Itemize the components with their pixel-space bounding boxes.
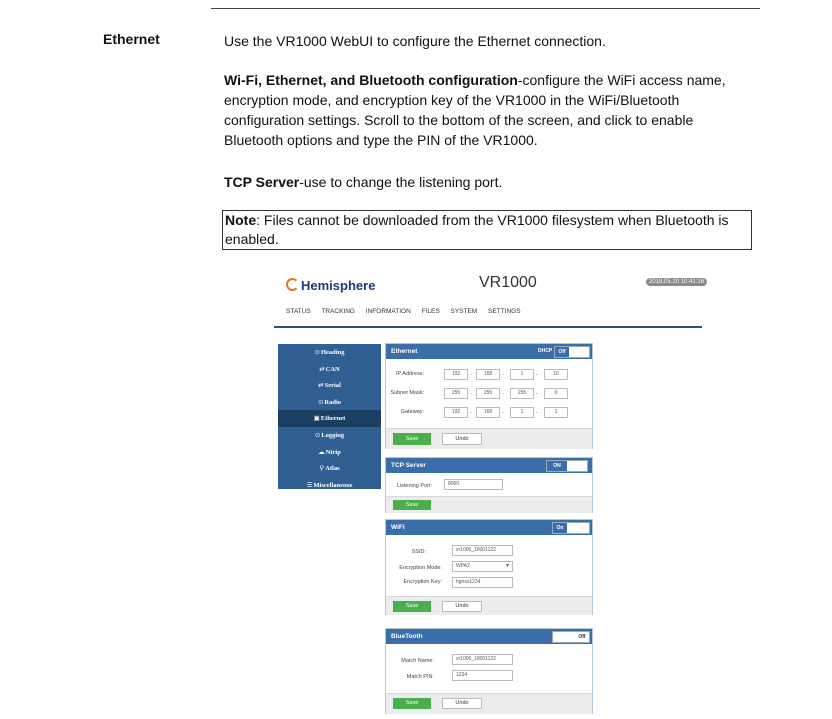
nav-tracking[interactable]: TRACKING <box>321 308 355 315</box>
sidebar-label: Serial <box>324 382 341 390</box>
bluetooth-panel-footer <box>386 693 592 714</box>
ip-octet-3[interactable]: 1 <box>510 369 534 380</box>
ethernet-undo-button[interactable]: Undo <box>442 433 482 445</box>
bluetooth-panel <box>385 628 593 714</box>
match-pin-input[interactable]: 1234 <box>452 670 513 681</box>
dhcp-toggle-state: Off <box>555 347 569 357</box>
sidebar-item-can[interactable] <box>278 361 381 378</box>
sidebar-label: Radio <box>324 398 342 406</box>
mask-dot: . <box>470 390 472 396</box>
section-label: Ethernet <box>103 31 160 47</box>
gateway-dot: . <box>502 409 504 415</box>
sidebar-label: Ntrip <box>325 448 341 456</box>
ip-label: IP Address: <box>395 371 424 377</box>
note-box <box>222 210 752 250</box>
wifi-panel-footer <box>386 596 592 615</box>
tcp-paragraph <box>224 172 754 192</box>
mask-label: Subnet Mask: <box>390 390 424 396</box>
sidebar-label: CAN <box>325 365 340 373</box>
sidebar-label: Heading <box>320 349 345 356</box>
wifi-panel <box>385 519 593 615</box>
list-icon: ☰ <box>306 480 313 489</box>
mask-dot: . <box>536 390 538 396</box>
ip-octet-1[interactable]: 192 <box>444 369 468 380</box>
sidebar-item-heading[interactable] <box>278 344 381 361</box>
webui-screenshot <box>270 265 710 715</box>
sidebar-item-atlas[interactable] <box>278 460 381 477</box>
ethernet-icon: ▣ <box>313 414 320 423</box>
ethernet-panel <box>385 343 593 449</box>
bluetooth-toggle-state: Off <box>578 634 586 640</box>
sidebar-label: Atlas <box>325 465 340 473</box>
ethernet-save-button[interactable]: Save <box>393 433 431 445</box>
settings-sidebar <box>278 344 381 489</box>
listening-port-input[interactable]: 8060 <box>444 479 503 490</box>
ip-octet-2[interactable]: 168 <box>476 369 500 380</box>
dhcp-label: DHCP <box>538 348 553 354</box>
wifi-toggle-state: On <box>553 523 567 533</box>
encryption-key-label: Encryption Key: <box>403 579 442 585</box>
nav-files[interactable]: FILES <box>421 308 440 315</box>
tcp-panel-title: TCP Server <box>391 462 426 469</box>
wifi-panel-title: WiFi <box>391 524 405 531</box>
bluetooth-toggle[interactable] <box>552 631 590 643</box>
mask-octet-1[interactable]: 255 <box>444 388 468 399</box>
note-text: : Files cannot be downloaded from the VR1000 filesystem when Bluetooth is enabled. <box>225 212 729 247</box>
bluetooth-undo-button[interactable]: Undo <box>442 698 482 709</box>
sidebar-item-logging[interactable] <box>278 427 381 444</box>
ethernet-panel-header <box>386 344 592 359</box>
tcp-heading: TCP Server <box>224 174 300 190</box>
mask-octet-4[interactable]: 0 <box>544 388 568 399</box>
top-rule <box>211 8 760 9</box>
logo-text: Hemisphere <box>301 278 376 293</box>
match-name-input[interactable]: vr1000_18001122 <box>452 654 513 665</box>
sidebar-item-serial[interactable] <box>278 377 381 394</box>
ip-octet-4[interactable]: 10 <box>544 369 568 380</box>
ssid-label: SSID: <box>411 549 426 555</box>
tcp-text: -use to change the listening port. <box>299 174 503 190</box>
sidebar-label: Ethernet <box>320 415 346 423</box>
mask-octet-3[interactable]: 255 <box>510 388 534 399</box>
ethernet-panel-title: Ethernet <box>391 348 418 355</box>
bluetooth-panel-header <box>386 629 592 644</box>
sidebar-label: Miscellaneous <box>313 481 353 489</box>
wifi-undo-button[interactable]: Undo <box>442 601 482 612</box>
radio-icon: ⊙ <box>317 397 324 406</box>
config-paragraph <box>224 70 754 150</box>
sidebar-item-ntrip[interactable] <box>278 444 381 461</box>
map-marker-icon: ⚲ <box>319 464 325 473</box>
gateway-dot: . <box>470 409 472 415</box>
sidebar-item-miscellaneous[interactable] <box>278 477 381 494</box>
match-pin-label: Match PIN: <box>406 674 434 680</box>
mask-dot: . <box>502 390 504 396</box>
logging-icon: ⊙ <box>314 430 321 439</box>
gateway-label: Gateway: <box>400 409 424 415</box>
encryption-mode-select[interactable] <box>452 561 513 572</box>
sidebar-label: Logging <box>321 431 345 439</box>
encryption-key-input[interactable]: hgnss1234 <box>452 577 513 588</box>
note-label: Note <box>225 212 257 228</box>
sidebar-item-ethernet[interactable] <box>278 410 381 427</box>
match-name-label: Match Name: <box>401 658 434 664</box>
wifi-toggle[interactable] <box>552 522 590 534</box>
listening-port-label: Listening Port: <box>396 483 432 489</box>
tcp-server-panel <box>385 457 593 513</box>
ip-dot: . <box>470 371 472 377</box>
ssid-input[interactable]: vr1000_18001122 <box>452 545 513 556</box>
wifi-panel-header <box>386 520 592 535</box>
nav-information[interactable]: INFORMATION <box>365 308 411 315</box>
exchange-icon: ⇄ <box>318 381 324 390</box>
hemisphere-logo <box>286 278 375 293</box>
ethernet-panel-footer <box>386 428 592 449</box>
nav-status[interactable]: STATUS <box>286 308 311 315</box>
cloud-icon: ☁ <box>318 447 325 456</box>
gateway-octet-2[interactable]: 168 <box>476 407 500 418</box>
gateway-octet-3[interactable]: 1 <box>510 407 534 418</box>
compass-icon: ⊙ <box>314 348 320 356</box>
nav-settings[interactable]: SETTINGS <box>488 308 521 315</box>
gateway-octet-1[interactable]: 192 <box>444 407 468 418</box>
bluetooth-panel-title: BlueTooth <box>391 633 423 640</box>
app-title: VR1000 <box>479 274 537 291</box>
sidebar-item-radio[interactable] <box>278 394 381 411</box>
wifi-save-button[interactable]: Save <box>393 601 431 612</box>
intro-paragraph: Use the VR1000 WebUI to configure the Ethernet connection. <box>224 33 606 49</box>
ip-dot: . <box>502 371 504 377</box>
tcp-panel-header <box>386 458 592 473</box>
encryption-mode-label: Encryption Mode: <box>399 565 442 571</box>
nav-divider <box>274 326 702 328</box>
nav-system[interactable]: SYSTEM <box>450 308 478 315</box>
bluetooth-save-button[interactable]: Save <box>393 698 431 709</box>
tcp-panel-footer <box>386 496 592 513</box>
mask-octet-2[interactable]: 255 <box>476 388 500 399</box>
logo-icon <box>286 278 299 291</box>
dhcp-toggle[interactable] <box>554 346 590 358</box>
ip-dot: . <box>536 371 538 377</box>
dropdown-arrow-icon: ▼ <box>505 563 510 569</box>
gateway-dot: . <box>536 409 538 415</box>
config-text: -configure the WiFi access name, encryption mode, and encryption key of the VR1000 in the WiFi/Bluetooth configuration settings. Scroll to the bottom of the screen, and click to enable Bluetooth options and type the PIN of the VR1000. <box>224 72 726 148</box>
tcp-save-button[interactable]: Save <box>393 500 431 510</box>
config-heading: Wi-Fi, Ethernet, and Bluetooth configuration <box>224 72 518 88</box>
exchange-icon: ⇄ <box>319 364 325 373</box>
tcp-toggle-state: ON <box>547 461 567 471</box>
tcp-toggle[interactable] <box>546 460 588 472</box>
gateway-octet-4[interactable]: 1 <box>544 407 568 418</box>
top-nav <box>286 308 530 315</box>
timestamp-badge: 2019.05.20 10:41:16 <box>646 278 707 286</box>
encryption-mode-value: WPA2 <box>456 563 470 569</box>
